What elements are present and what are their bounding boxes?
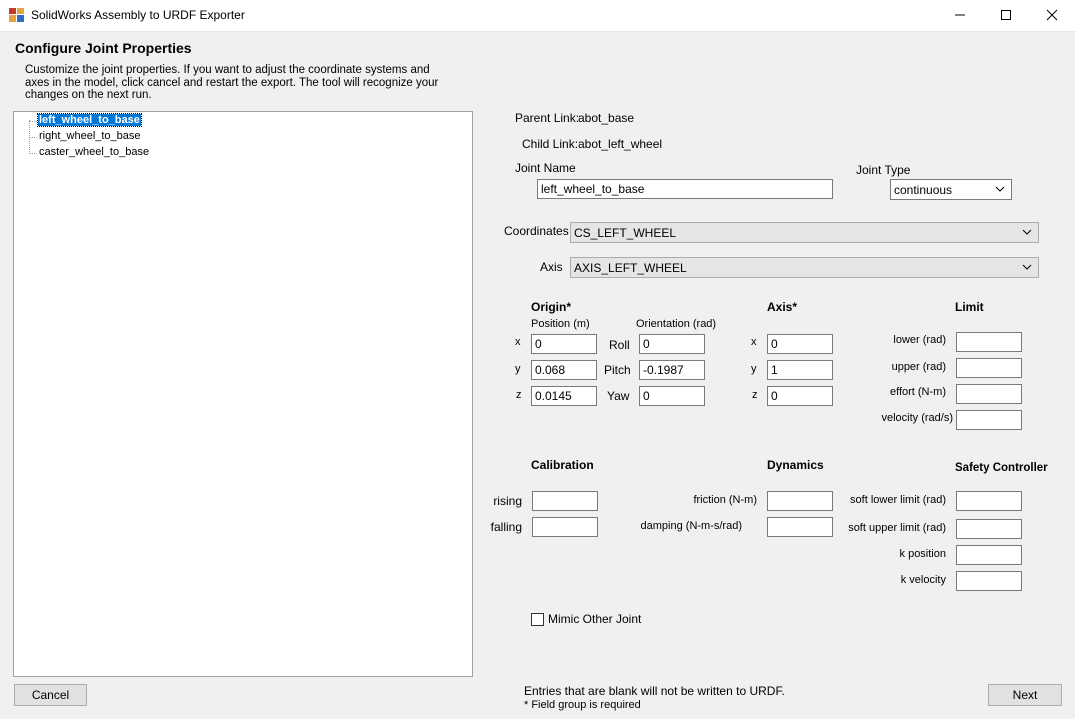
origin-x-input[interactable] [531, 334, 597, 354]
tree-connector [29, 121, 37, 122]
soft-lower-limit-input[interactable] [956, 491, 1022, 511]
k-position-input[interactable] [956, 545, 1022, 565]
maximize-button[interactable] [983, 0, 1029, 31]
axis-title: Axis* [767, 300, 798, 314]
limit-velocity-input[interactable] [956, 410, 1022, 430]
joint-type-label: Joint Type [856, 163, 911, 177]
child-link-value: abot_left_wheel [578, 137, 663, 151]
soft-lower-limit-label: soft lower limit (rad) [850, 494, 946, 506]
axis-z-label: z [752, 389, 758, 401]
k-position-label: k position [899, 548, 946, 560]
tree-connector [29, 137, 37, 138]
required-note: * Field group is required [524, 699, 641, 711]
yaw-input[interactable] [639, 386, 705, 406]
joint-type-select[interactable] [890, 179, 1012, 200]
child-link-label: Child Link: [522, 137, 579, 151]
damping-input[interactable] [767, 517, 833, 537]
k-velocity-input[interactable] [956, 571, 1022, 591]
coordinates-select[interactable] [570, 222, 1039, 243]
pitch-label: Pitch [604, 363, 631, 377]
falling-label: falling [490, 520, 522, 534]
roll-label: Roll [609, 338, 630, 352]
origin-z-input[interactable] [531, 386, 597, 406]
limit-effort-input[interactable] [956, 384, 1022, 404]
origin-x-label: x [515, 336, 521, 348]
axis-y-label: y [751, 363, 757, 375]
tree-item-caster-wheel-to-base[interactable]: caster_wheel_to_base [39, 146, 150, 158]
soft-upper-limit-input[interactable] [956, 519, 1022, 539]
chevron-down-icon [1022, 228, 1032, 236]
maximize-icon [1000, 9, 1012, 21]
damping-label: damping (N-m-s/rad) [640, 520, 742, 532]
limit-effort-label: effort (N-m) [889, 386, 946, 398]
parent-link-label: Parent Link: [515, 111, 580, 125]
limit-lower-input[interactable] [956, 332, 1022, 352]
cancel-button[interactable]: Cancel [14, 684, 87, 706]
tree-item-right-wheel-to-base[interactable]: right_wheel_to_base [39, 130, 141, 142]
axis-y-input[interactable] [767, 360, 833, 380]
app-icon [9, 8, 24, 22]
coordinates-value: CS_LEFT_WHEEL [574, 226, 677, 240]
minimize-icon [954, 9, 966, 21]
limit-upper-input[interactable] [956, 358, 1022, 378]
calibration-title: Calibration [531, 458, 594, 472]
origin-y-label: y [515, 363, 521, 375]
joint-tree[interactable] [13, 111, 473, 677]
rising-input[interactable] [532, 491, 598, 511]
limit-title: Limit [955, 300, 984, 314]
safety-controller-title: Safety Controller [955, 462, 1048, 474]
position-label: Position (m) [531, 318, 590, 330]
friction-label: friction (N-m) [693, 494, 757, 506]
dynamics-title: Dynamics [767, 458, 824, 472]
roll-input[interactable] [639, 334, 705, 354]
origin-z-label: z [516, 389, 522, 401]
limit-velocity-label: velocity (rad/s) [881, 412, 953, 424]
joint-name-input[interactable] [537, 179, 833, 199]
chevron-down-icon [995, 185, 1005, 193]
orientation-label: Orientation (rad) [636, 318, 717, 330]
limit-lower-label: lower (rad) [893, 334, 946, 346]
yaw-label: Yaw [607, 389, 630, 403]
mimic-label: Mimic Other Joint [548, 612, 642, 626]
axis-select-value: AXIS_LEFT_WHEEL [574, 261, 687, 275]
pitch-input[interactable] [639, 360, 705, 380]
k-velocity-label: k velocity [900, 574, 946, 586]
joint-type-value: continuous [894, 183, 953, 197]
falling-input[interactable] [532, 517, 598, 537]
description-text: Customize the joint properties. If you want to adjust the coordinate systems and axes in the model, click cancel and restart the export. The tool will recognize your changes on the next run. [25, 64, 439, 101]
axis-select-label: Axis [540, 260, 563, 274]
close-icon [1046, 9, 1058, 21]
joint-name-label: Joint Name [515, 161, 576, 175]
page-title: Configure Joint Properties [15, 40, 192, 56]
soft-upper-limit-label: soft upper limit (rad) [848, 522, 946, 534]
axis-x-input[interactable] [767, 334, 833, 354]
tree-item-left-wheel-to-base[interactable]: left_wheel_to_base [39, 114, 140, 126]
mimic-checkbox[interactable] [531, 613, 544, 626]
limit-upper-label: upper (rad) [891, 361, 946, 373]
chevron-down-icon [1022, 263, 1032, 271]
axis-z-input[interactable] [767, 386, 833, 406]
title-bar [0, 0, 1075, 32]
tree-connector [29, 153, 37, 154]
origin-y-input[interactable] [531, 360, 597, 380]
window-title: SolidWorks Assembly to URDF Exporter [31, 8, 245, 22]
axis-x-label: x [751, 336, 757, 348]
friction-input[interactable] [767, 491, 833, 511]
next-button[interactable]: Next [988, 684, 1062, 706]
coordinates-label: Coordinates [504, 224, 569, 238]
close-button[interactable] [1029, 0, 1075, 31]
origin-title: Origin* [531, 300, 572, 314]
rising-label: rising [493, 494, 522, 508]
minimize-button[interactable] [937, 0, 983, 31]
axis-select[interactable] [570, 257, 1039, 278]
parent-link-value: abot_base [578, 111, 635, 125]
blank-entries-note: Entries that are blank will not be written to URDF. [524, 684, 785, 698]
